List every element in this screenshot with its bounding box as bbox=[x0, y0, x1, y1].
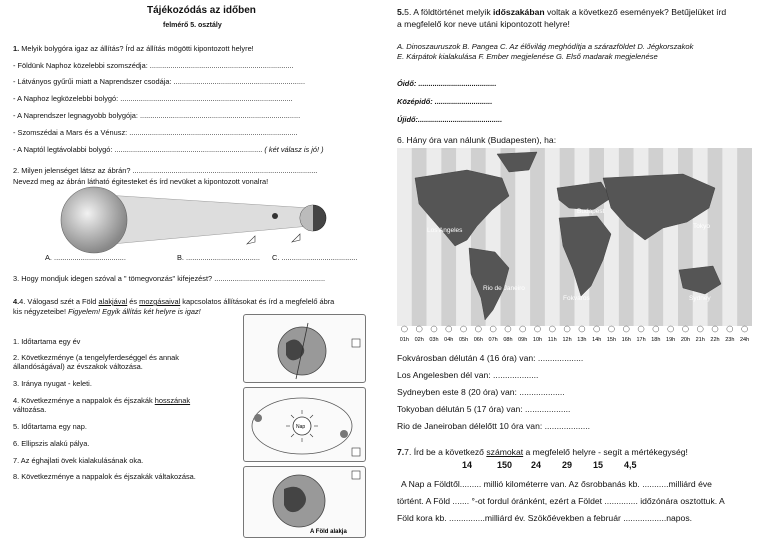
q4-item: 4. Következménye a nappalok és éjszakák hosszának bbox=[13, 396, 191, 405]
q7-prompt: 7.7. Írd be a következő számokat a megfelelő helyre - segít a mértékegység! bbox=[397, 447, 688, 457]
q1-prompt: 1. Melyik bolygóra igaz az állítás? Írd az állítás mögötti kipontozott helyre! bbox=[13, 44, 254, 53]
time-zone-stripe bbox=[722, 148, 737, 326]
sun bbox=[61, 187, 127, 253]
hour-label: 22h bbox=[710, 337, 720, 343]
clock-icon bbox=[668, 326, 674, 332]
hour-label: 14h bbox=[592, 337, 602, 343]
clock-icon bbox=[535, 326, 541, 332]
hour-label: 13h bbox=[577, 337, 587, 343]
hour-label: 06h bbox=[473, 337, 483, 343]
clock-icon bbox=[742, 326, 748, 332]
q2-label-b: B. .................................... bbox=[177, 253, 260, 262]
hour-label: 17h bbox=[636, 337, 646, 343]
q4-line2: kis négyzeteibe! Figyelem! Egyik állítás két helyre is igaz! bbox=[13, 307, 201, 316]
hour-label: 02h bbox=[414, 337, 424, 343]
hour-label: 12h bbox=[562, 337, 572, 343]
hour-label: 16h bbox=[621, 337, 631, 343]
time-zone-stripe bbox=[530, 148, 545, 326]
q4-item: 8. Következménye a nappalok és éjszakák váltakozása. bbox=[13, 472, 196, 481]
time-zone-map bbox=[397, 148, 752, 344]
time-zone-stripe bbox=[397, 148, 412, 326]
clock-icon bbox=[579, 326, 585, 332]
city-budapest: Budapest bbox=[577, 208, 605, 215]
q4-item: 3. Iránya nyugat - keleti. bbox=[13, 379, 92, 388]
clock-icon bbox=[564, 326, 570, 332]
clock-icon bbox=[520, 326, 526, 332]
time-zone-stripe bbox=[619, 148, 634, 326]
q4-item: 6. Ellipszis alakú pálya. bbox=[13, 439, 90, 448]
q7-number: 150 bbox=[497, 460, 513, 470]
q6-line: Fokvárosban délután 4 (16 óra) van: ................... bbox=[397, 353, 584, 363]
q7-text: Föld kora kb. ...............milliárd év. Szökőévekben a február ..................napos. bbox=[397, 513, 693, 523]
orbit-box bbox=[243, 387, 366, 462]
arrow-icon bbox=[292, 234, 300, 242]
hour-label: 01h bbox=[399, 337, 409, 343]
q7-text: történt. A Föld ....... °-ot fordul óránként, ezért a Földet .............. időzónára osztottuk. A bbox=[397, 496, 725, 506]
q5-era-2: Középidő: ............................ bbox=[397, 97, 493, 106]
clock-icon bbox=[608, 326, 614, 332]
q1-item: - A Naptól legtávolabbi bolygó: ........................................................................ ( két válasz is jó! ) bbox=[13, 145, 324, 154]
q7-number: 14 bbox=[462, 460, 473, 470]
earth-rotation-box bbox=[243, 314, 366, 383]
q2-label-c: C. ..................................... bbox=[272, 253, 358, 262]
page-subtitle: felmérő 5. osztály bbox=[163, 22, 222, 29]
clock-icon bbox=[727, 326, 733, 332]
q2-line1: 2. Milyen jelenséget látsz az ábrán? .......................................................................................... bbox=[13, 166, 318, 175]
hour-label: 05h bbox=[458, 337, 469, 343]
q1-item: - Földünk Naphoz közelebbi szomszédja: ...................................................................... bbox=[13, 61, 294, 70]
clock-icon bbox=[712, 326, 718, 332]
q1-item: - Látványos gyűrűi miatt a Naprendszer csodája: ................................................................ bbox=[13, 77, 306, 86]
clock-icon bbox=[653, 326, 659, 332]
time-zone-stripe bbox=[545, 148, 560, 326]
hour-label: 15h bbox=[606, 337, 617, 343]
q5-era-1: Óidő: ...................................... bbox=[397, 79, 497, 88]
hour-label: 03h bbox=[429, 337, 439, 343]
time-zone-stripe bbox=[412, 148, 427, 326]
q1-item: - A Naphoz legközelebbi bolygó: .................................................................................... bbox=[13, 94, 293, 103]
q4-item: 7. Az éghajlati övek kialakulásának oka. bbox=[13, 456, 144, 465]
q5-era-3: Újidő:......................................... bbox=[397, 115, 503, 124]
time-zone-stripe bbox=[501, 148, 516, 326]
hour-label: 24h bbox=[740, 337, 750, 343]
clock-icon bbox=[594, 326, 600, 332]
hour-label: 18h bbox=[651, 337, 661, 343]
city-fokvaros: Fokváros bbox=[563, 295, 590, 302]
q5-line2: a megfelelő kor neve utáni kipontozott helyre! bbox=[397, 19, 570, 29]
q4-item: 1. Időtartama egy év bbox=[13, 337, 81, 346]
clock-icon bbox=[431, 326, 437, 332]
q4-line1: 4.4. Válogasd szét a Föld alakjával és mozgásaival kapcsolatos állításokat és írd a megfelelő ábra bbox=[13, 297, 335, 306]
q6-line: Rio de Janeiroban délelőtt 10 óra van: ................... bbox=[397, 421, 590, 431]
q2-line2: Nevezd meg az ábrán látható égitesteket és írd nevüket a kipontozott vonalra! bbox=[13, 177, 269, 186]
q5-events-1: A. Dinoszauruszok B. Pangea C. Az élővilág meghódítja a szárazföldet D. Jégkorszakok bbox=[397, 42, 694, 51]
time-zone-stripe bbox=[648, 148, 663, 326]
hour-label: 09h bbox=[518, 337, 528, 343]
nap-label: Nap bbox=[296, 424, 306, 430]
clock-icon bbox=[682, 326, 688, 332]
hour-label: 11h bbox=[547, 337, 557, 343]
q6-line: Tokyoban délután 5 (17 óra) van: ................... bbox=[397, 404, 571, 414]
q6-line: Los Angelesben dél van: ................... bbox=[397, 370, 539, 380]
q4-item: változása. bbox=[13, 405, 47, 414]
hour-label: 04h bbox=[444, 337, 454, 343]
q7-number: 4,5 bbox=[624, 460, 637, 470]
time-zone-stripe bbox=[515, 148, 530, 326]
hour-label: 08h bbox=[503, 337, 513, 343]
clock-icon bbox=[461, 326, 467, 332]
q7-number: 24 bbox=[531, 460, 542, 470]
hour-label: 10h bbox=[532, 337, 543, 343]
q4-item: 2. Következménye (a tengelyferdeséggel és annak bbox=[13, 353, 179, 362]
clock-icon bbox=[490, 326, 496, 332]
answer-checkbox[interactable] bbox=[352, 471, 360, 479]
q5-line1: 5.5. A földtörténet melyik időszakában voltak a következő események? Betűjelüket írd bbox=[397, 7, 727, 17]
clock-icon bbox=[697, 326, 703, 332]
page-title: Tájékozódás az időben bbox=[147, 5, 256, 16]
q6-line: Sydneyben este 8 (20 óra) van: ................... bbox=[397, 387, 565, 397]
clock-icon bbox=[446, 326, 452, 332]
hour-label: 20h bbox=[680, 337, 691, 343]
q5-events-2: E. Kárpátok kialakulása F. Ember megjelenése G. Első madarak megjelenése bbox=[397, 52, 658, 61]
q6-prompt: 6. Hány óra van nálunk (Budapesten), ha: bbox=[397, 135, 557, 145]
answer-checkbox[interactable] bbox=[352, 339, 360, 347]
q7-text: A Nap a Földtől......... millió kilométerre van. Az ősrobbanás kb. ...........milliárd éve bbox=[401, 479, 712, 489]
clock-icon bbox=[475, 326, 481, 332]
q7-number: 29 bbox=[562, 460, 573, 470]
clock-icon bbox=[505, 326, 511, 332]
city-rio: Rio de Janeiro bbox=[483, 285, 525, 292]
moon bbox=[272, 213, 278, 219]
hour-label: 21h bbox=[695, 337, 705, 343]
clock-icon bbox=[638, 326, 644, 332]
earth-shape-label: A Föld alakja bbox=[310, 529, 347, 535]
clock-icon bbox=[623, 326, 629, 332]
clock-icon bbox=[549, 326, 555, 332]
clock-icon bbox=[416, 326, 422, 332]
city-sydney: Sydney bbox=[689, 295, 711, 302]
city-los-angeles: Los Angeles bbox=[427, 227, 463, 234]
q1-item: - A Naprendszer legnagyobb bolygója: .............................................................................. bbox=[13, 111, 301, 120]
earth-shape-box bbox=[243, 466, 366, 538]
arrow-icon bbox=[247, 236, 255, 244]
answer-checkbox[interactable] bbox=[352, 448, 360, 456]
q1-item: - Szomszédai a Mars és a Vénusz: .................................................................................. bbox=[13, 128, 298, 137]
clock-icon bbox=[401, 326, 407, 332]
time-zone-stripe bbox=[737, 148, 752, 326]
hour-label: 23h bbox=[725, 337, 735, 343]
q4-item: 5. Időtartama egy nap. bbox=[13, 422, 87, 431]
eclipse-diagram bbox=[60, 186, 335, 256]
q4-item: állandóságával) az évszakok változása. bbox=[13, 362, 143, 371]
q2-label-a: A. ................................... bbox=[45, 253, 126, 262]
q7-number: 15 bbox=[593, 460, 604, 470]
q3-text: 3. Hogy mondjuk idegen szóval a " tömegvonzás" kifejezést? ...................................................... bbox=[13, 274, 326, 283]
hour-label: 19h bbox=[666, 337, 676, 343]
city-tokyo: Tokyo bbox=[693, 223, 710, 230]
hour-label: 07h bbox=[488, 337, 498, 343]
